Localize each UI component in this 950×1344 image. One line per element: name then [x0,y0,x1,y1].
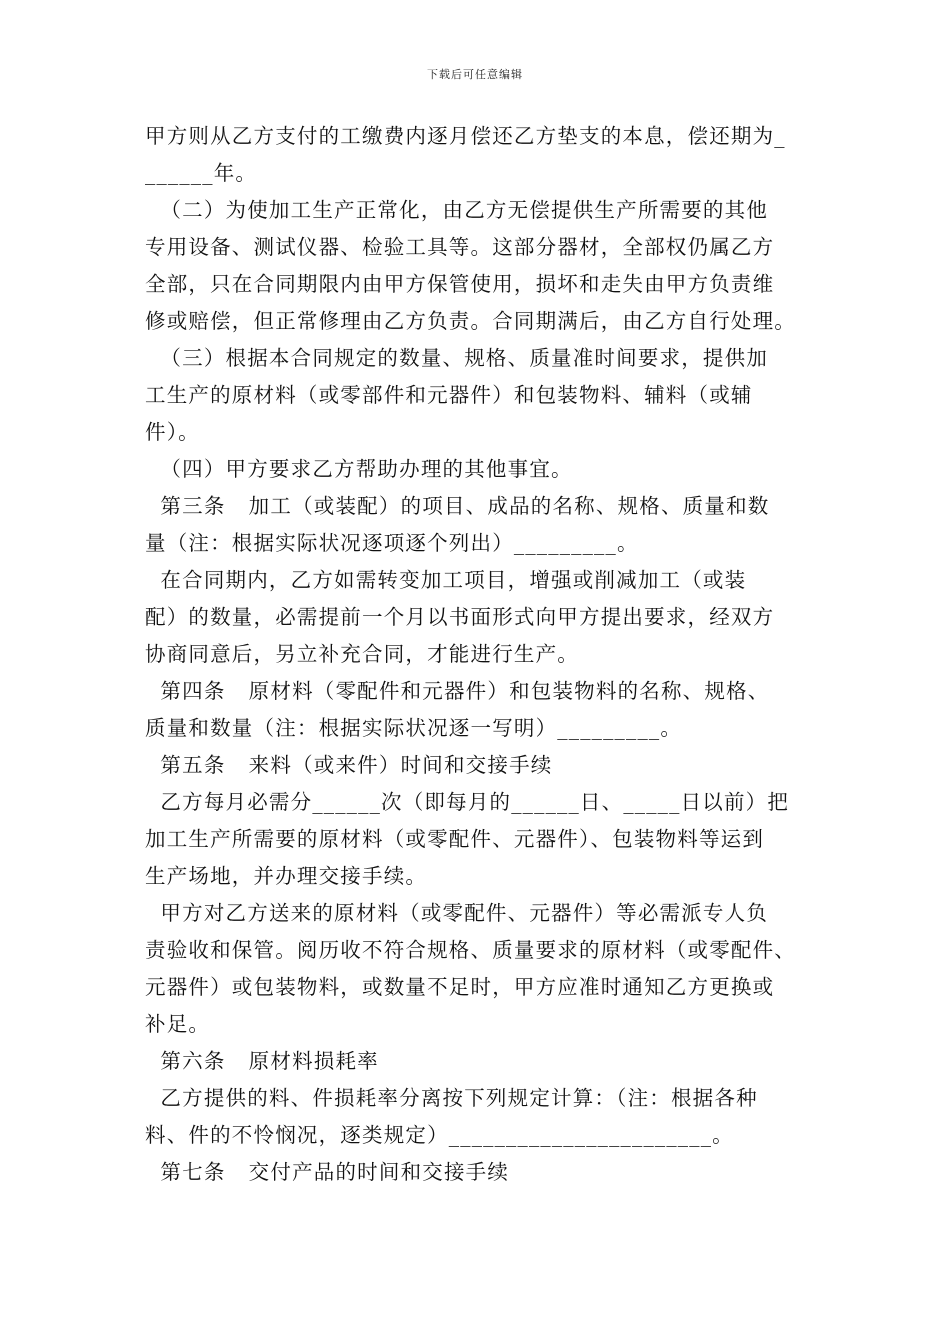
text-line: 补足。 [145,1012,211,1036]
text-line: 元器件）或包装物料，或数量不足时，甲方应准时通知乙方更换或 [145,975,775,999]
text-line: 修或赔偿，但正常修理由乙方负责。合同期满后，由乙方自行处理。 [145,309,796,333]
text-line: 乙方提供的料、件损耗率分离按下列规定计算：（注：根据各种 [145,1086,758,1110]
text-line: ______年。 [145,161,258,185]
text-line: 在合同期内，乙方如需转变加工项目，增强或削减加工（或装 [145,568,747,592]
text-line: （三）根据本合同规定的数量、规格、质量准时间要求，提供加 [145,346,769,370]
page-header: 下载后可任意编辑 [427,68,523,81]
text-line: 工生产的原材料（或零部件和元器件）和包装物料、辅料（或辅 [145,383,753,407]
text-line: 第四条 原材料（零配件和元器件）和包装物料的名称、规格、 [145,679,770,703]
text-line: 加工生产所需要的原材料（或零配件、元器件）、包装物料等运到 [145,827,765,851]
text-line: 生产场地，并办理交接手续。 [145,864,428,888]
text-line: （四）甲方要求乙方帮助办理的其他事宜。 [145,457,573,481]
text-line: 第六条 原材料损耗率 [145,1049,379,1073]
text-line: 第五条 来料（或来件）时间和交接手续 [145,753,553,777]
text-line: （二）为使加工生产正常化，由乙方无偿提供生产所需要的其他 [145,198,769,222]
text-line: 全部，只在合同期限内由甲方保管使用，损坏和走失由甲方负责维 [145,272,775,296]
text-line: 责验收和保管。阅历收不符合规格、质量要求的原材料（或零配件、 [145,938,796,962]
text-line: 料、件的不怜悯况，逐类规定）_______________________。 [145,1123,734,1147]
text-line: 配）的数量，必需提前一个月以书面形式向甲方提出要求，经双方 [145,605,775,629]
text-line: 协商同意后，另立补充合同，才能进行生产。 [145,642,579,666]
text-line: 第七条 交付产品的时间和交接手续 [145,1160,510,1184]
text-line: 质量和数量（注：根据实际状况逐一写明）_________。 [145,716,683,740]
text-line: 乙方每月必需分______次（即每月的______日、_____日以前）把 [145,790,790,814]
document-body [145,118,815,1191]
text-line: 专用设备、测试仪器、检验工具等。这部分器材，全部权仍属乙方 [145,235,775,259]
text-line: 件）。 [145,420,200,444]
text-line: 甲方则从乙方支付的工缴费内逐月偿还乙方垫支的本息，偿还期为_ [145,124,786,148]
text-line: 第三条 加工（或装配）的项目、成品的名称、规格、质量和数 [145,494,770,518]
text-line: 甲方对乙方送来的原材料（或零配件、元器件）等必需派专人负 [145,901,769,925]
text-line: 量（注：根据实际状况逐项逐个列出）_________。 [145,531,639,555]
